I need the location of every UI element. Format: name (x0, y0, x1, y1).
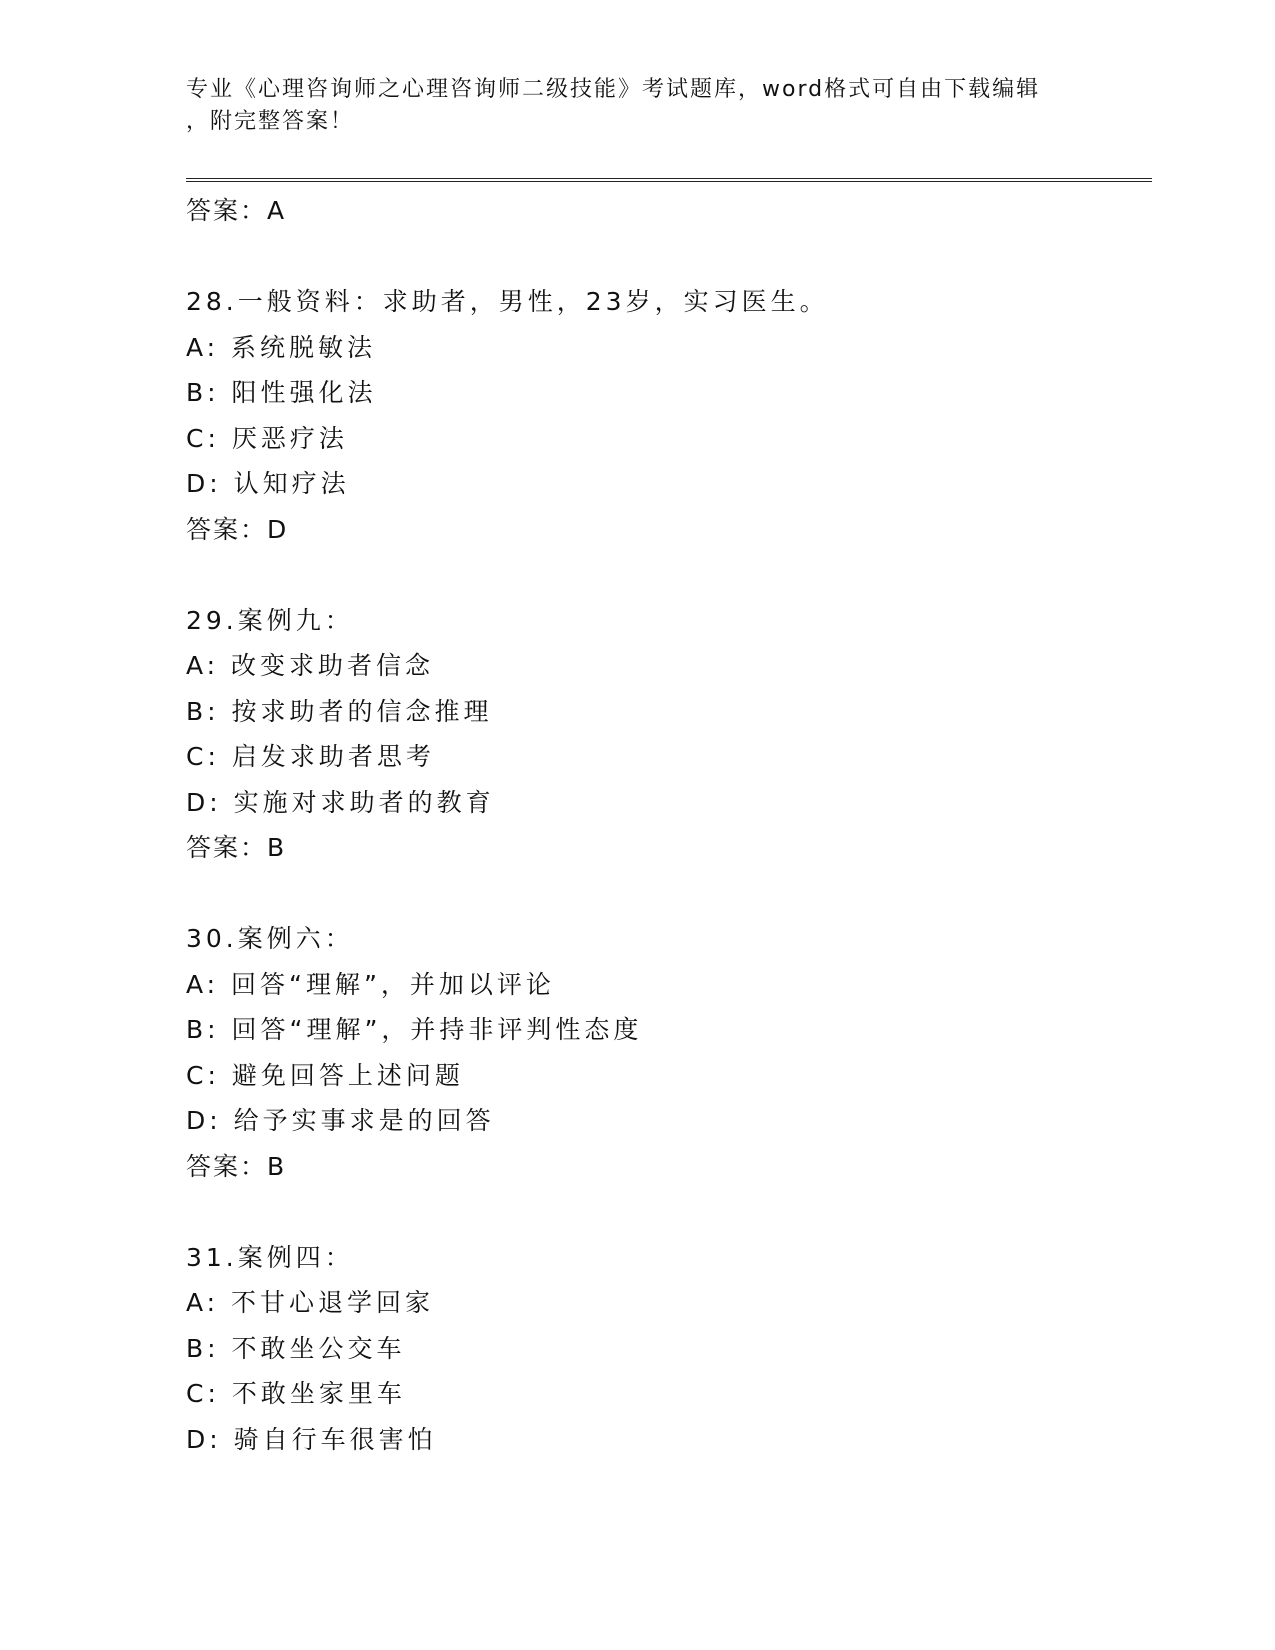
answer-label: 答案：A (186, 196, 287, 225)
spacer (186, 871, 1146, 917)
question-list (186, 188, 1146, 1462)
question-31 (186, 1235, 1146, 1463)
page-header (186, 74, 1086, 138)
question-stem: 31.案例四： (186, 1242, 354, 1272)
option-b: B: 不敢坐公交车 (186, 1333, 406, 1363)
option-c: C: 厌恶疗法 (186, 423, 348, 453)
question-stem: 30.案例六： (186, 924, 354, 953)
header-divider (186, 178, 1152, 182)
option-a: A: 不甘心退学回家 (186, 1288, 435, 1317)
question-29 (186, 598, 1146, 871)
option-a: A: 回答“理解”，并加以评论 (186, 969, 555, 999)
option-c: C: 避免回答上述问题 (186, 1060, 464, 1090)
option-d: D: 骑自行车很害怕 (186, 1424, 437, 1454)
option-d: D: 实施对求助者的教育 (186, 787, 495, 817)
question-28 (186, 279, 1146, 552)
answer-label: 答案：B (186, 1151, 287, 1181)
header-title-line-1: 专业《心理咨询师之心理咨询师二级技能》考试题库，word格式可自由下载编辑 (186, 77, 1041, 102)
option-b: B: 按求助者的信念推理 (186, 696, 493, 726)
option-a: A: 改变求助者信念 (186, 651, 435, 680)
answer-label: 答案：D (186, 514, 289, 544)
header-title-line-2: ，附完整答案！ (186, 109, 355, 134)
spacer (186, 552, 1146, 598)
spacer (186, 234, 1146, 280)
option-d: D: 认知疗法 (186, 469, 350, 498)
question-stem: 29.案例九： (186, 605, 354, 635)
question-stem: 28.一般资料：求助者，男性，23岁，实习医生。 (186, 287, 829, 316)
option-d: D: 给予实事求是的回答 (186, 1106, 495, 1135)
spacer (186, 1189, 1146, 1235)
question-30 (186, 916, 1146, 1189)
option-b: B: 回答“理解”，并持非评判性态度 (186, 1015, 643, 1044)
option-c: C: 不敢坐家里车 (186, 1379, 406, 1408)
option-c: C: 启发求助者思考 (186, 742, 435, 771)
option-a: A: 系统脱敏法 (186, 332, 377, 362)
option-b: B: 阳性强化法 (186, 378, 377, 407)
answer-label: 答案：B (186, 833, 287, 862)
